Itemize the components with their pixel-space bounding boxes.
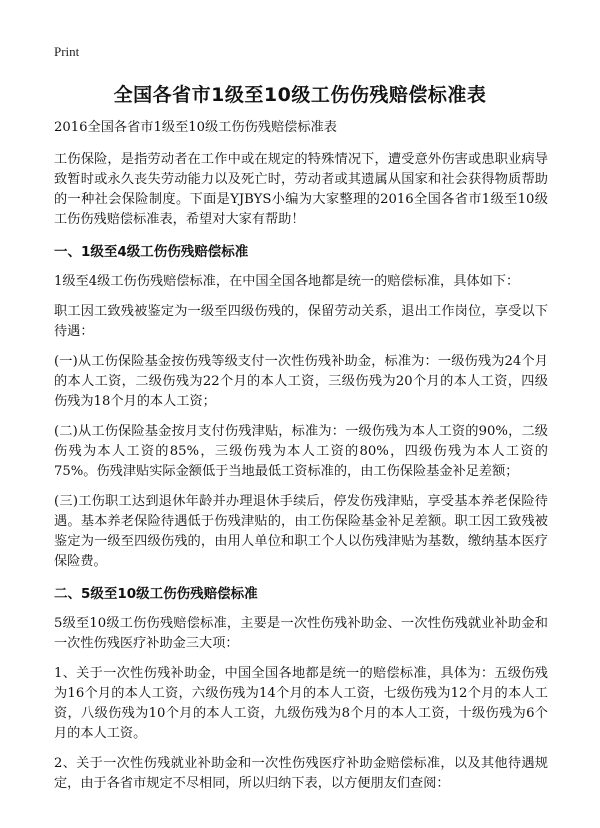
article-subtitle: 2016全国各省市1级至10级工伤伤残赔偿标准表 [54,120,337,135]
print-link[interactable]: Print [54,44,80,59]
section-1-paragraph-5: (三)工伤职工达到退休年龄并办理退休手续后，停发伤残津贴，享受基本养老保险待遇。基本养老保险待遇低于伤残津贴的，由工伤保险基金补足差额。职工因工致残被鉴定为一级至四级伤残的，由用人单位和职工个人以伤残津贴为基数，缴纳基本医疗保险费。 [54,494,548,569]
section-1-paragraph-1: 1级至4级工伤伤残赔偿标准，在中国全国各地都是统一的赔偿标准，具体如下： [54,274,520,289]
section-1-heading: 一、1级至4级工伤伤残赔偿标准 [54,244,249,260]
page-title: 全国各省市1级至10级工伤伤残赔偿标准表 [113,84,487,106]
section-2-heading: 二、5级至10级工伤伤残赔偿标准 [54,586,258,602]
section-1-paragraph-4: (二)从工伤保险基金按月支付伤残津贴，标准为：一级伤残为本人工资的90%，二级伤残为本人工资的85%，三级伤残为本人工资的80%，四级伤残为本人工资的75%。伤残津贴实际金额低于当地最低工资标准的，由工伤保险基金补足差额； [54,424,548,479]
section-1-paragraph-2: 职工因工致残被鉴定为一级至四级伤残的，保留劳动关系，退出工作岗位，享受以下待遇： [54,304,548,339]
section-2-paragraph-2: 1、关于一次性伤残补助金，中国全国各地都是统一的赔偿标准，具体为：五级伤残为16个月的本人工资，六级伤残为14个月的本人工资，七级伤残为12个月的本人工资，八级伤残为10个月的本人工资，九级伤残为8个月的本人工资，十级伤残为6个月的本人工资。 [54,666,548,741]
intro-paragraph: 工伤保险，是指劳动者在工作中或在规定的特殊情况下，遭受意外伤害或患职业病导致暂时或永久丧失劳动能力以及死亡时，劳动者或其遗属从国家和社会获得物质帮助的一种社会保险制度。下面是YJBYS小编为大家整理的2016全国各省市1级至10级工伤伤残赔偿标准表，希望对大家有帮助！ [54,152,548,227]
section-2-paragraph-1: 5级至10级工伤伤残赔偿标准，主要是一次性伤残补助金、一次性伤残就业补助金和一次性伤残医疗补助金三大项： [54,616,548,651]
section-1-paragraph-3: (一)从工伤保险基金按伤残等级支付一次性伤残补助金，标准为：一级伤残为24个月的本人工资，二级伤残为22个月的本人工资，三级伤残为20个月的本人工资，四级伤残为18个月的本人工资； [54,354,548,409]
article-body [54,118,548,804]
section-2-paragraph-3: 2、关于一次性伤残就业补助金和一次性伤残医疗补助金赔偿标准，以及其他待遇规定，由于各省市规定不尽相同，所以归纳下表，以方便朋友们查阅： [54,756,548,791]
